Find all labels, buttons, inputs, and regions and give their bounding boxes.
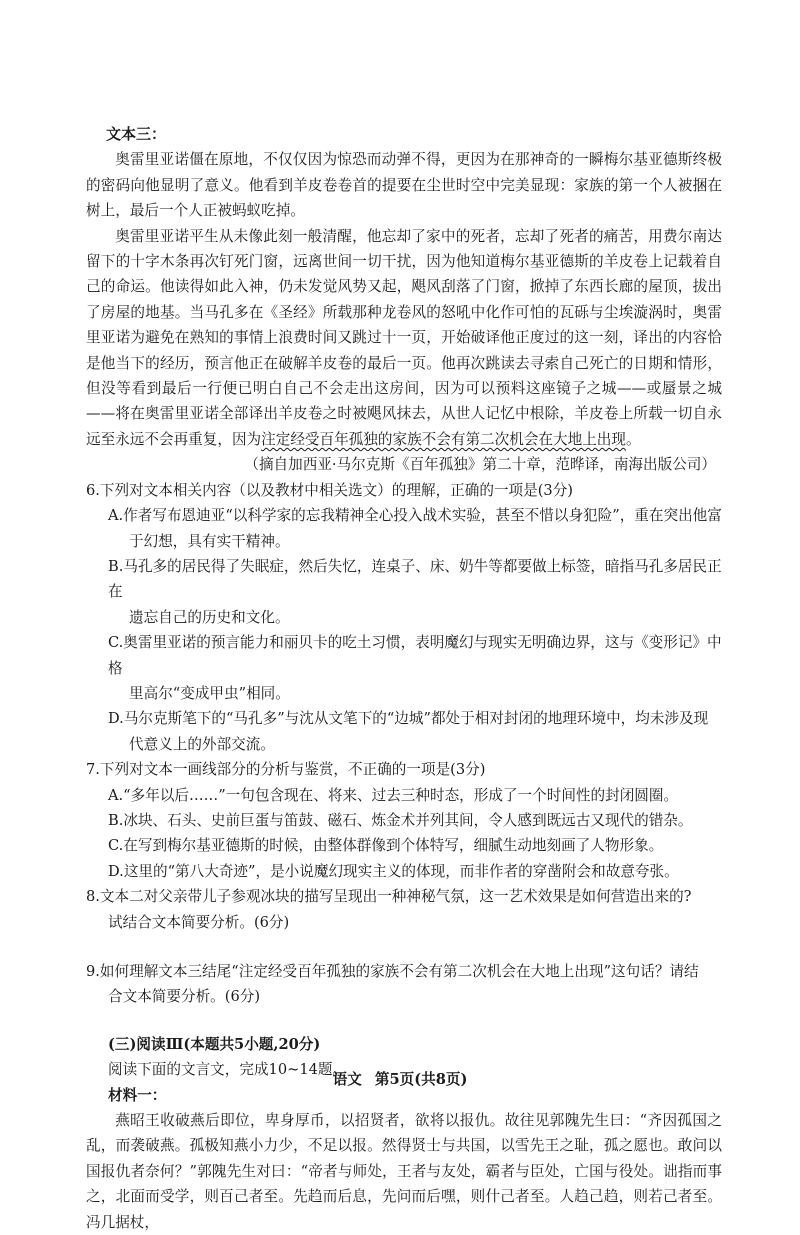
question-6-option-c-line2: 里高尔“变成甲虫”相同。 (129, 684, 290, 702)
material-1-label: 材料一： (108, 1086, 167, 1104)
answer-space-8 (86, 935, 722, 959)
question-7-option-c: C.在写到梅尔基亚德斯的时候，由整体群像到个体特写，细腻生动地刻画了人物形象。 (108, 837, 664, 855)
question-7-stem: 7.下列对文本一画线部分的分析与鉴赏，不正确的一项是(3分) (86, 761, 486, 779)
question-6-option-b-line1: B.马孔多的居民得了失眠症，然后失忆，连桌子、床、奶牛等都要做上标签，暗指马孔多居民正在 (108, 557, 722, 601)
question-7-option-d: D.这里的“第八大奇迹”，是小说魔幻现实主义的体现，而非作者的穿凿附会和故意夸张。 (108, 862, 679, 880)
footer-page-number: 第5页(共8页) (374, 1071, 468, 1088)
question-6-option-d-line2: 代意义上的外部交流。 (129, 735, 275, 753)
text3-heading: 文本三： (106, 125, 167, 143)
question-7-option-b: B.冰块、石头、史前巨蛋与笛鼓、磁石、炼金术并列其间，令人感到既远古又现代的错杂。 (108, 811, 693, 829)
question-6-option-d-line1: D.马尔克斯笔下的“马孔多”与沈从文笔下的“边城”都处于相对封闭的地理环境中，均未涉及现 (108, 710, 709, 728)
answer-space-9 (86, 1010, 722, 1032)
question-8-line1: 8.文本二对父亲带儿子参观冰块的描写呈现出一种神秘气氛，这一艺术效果是如何营造出来的? (86, 888, 692, 906)
question-6-option-a-line1: A.作者写布恩迪亚“以科学家的忘我精神全心投入战术实验，甚至不惜以身犯险”，重在突出他富 (108, 507, 722, 525)
text3-paragraph-2 (86, 224, 722, 453)
classical-chinese-passage: 燕昭王收破燕后即位，卑身厚币，以招贤者，欲将以报仇。故往见郭隗先生曰：“齐因孤国之乱，而袭破燕。孤极知燕小力少，不足以报。然得贤士与共国，以雪先王之耻，孤之愿也。敢问以国报仇者奈何？”郭隗先生对曰：“帝者与师处，王者与友处，霸者与臣处，亡国与役处。诎指而事之，北面而受学，则百己者至。先趋而后息，先问而后嘿，则什己者至。人趋己趋，则若己者至。冯几据杖， (86, 1112, 722, 1231)
question-8-line2: 试结合文本简要分析。(6分) (108, 913, 290, 931)
question-9-line2: 合文本简要分析。(6分) (108, 988, 261, 1006)
question-6-stem: 6.下列对文本相关内容（以及教材中相关选文）的理解，正确的一项是(3分) (86, 481, 574, 499)
section-3-title: (三)阅读Ⅲ(本题共5小题,20分) (108, 1035, 321, 1053)
wavy-underlined-sentence: 注定经受百年孤独的家族不会有第二次机会在大地上出现 (261, 430, 626, 448)
page-footer (0, 1068, 800, 1089)
question-6-option-a-line2: 于幻想，具有实干精神。 (129, 532, 290, 550)
question-7-option-a: A.“多年以后……”一句包含现在、将来、过去三种时态，形成了一个时间性的封闭圆圈。 (108, 786, 679, 804)
text3-paragraph-2-end: 。 (626, 430, 641, 448)
text3-source: （摘自加西亚·马尔克斯《百年孤独》第二十章，范晔译，南海出版公司） (244, 456, 716, 474)
section-3-instruction: 阅读下面的文言文，完成10~14题。 (108, 1061, 348, 1079)
footer-subject: 语文 (332, 1071, 362, 1088)
text3-paragraph-1: 奥雷里亚诺僵在原地，不仅仅因为惊恐而动弹不得，更因为在那神奇的一瞬梅尔基亚德斯终极的密码向他显明了意义。他看到羊皮卷卷首的提要在尘世时空中完美显现：家族的第一个人被捆在树上，最后一个人正被蚂蚁吃掉。 (86, 151, 722, 220)
text3-paragraph-2-body: 奥雷里亚诺平生从未像此刻一般清醒，他忘却了家中的死者，忘却了死者的痛苦，用费尔南达留下的十字木条再次钉死门窗，远离世间一切干扰，因为他知道梅尔基亚德斯的羊皮卷上记载着自己的命运。他读得如此入神，仍未发觉风势又起，飓风刮落了门窗，掀掉了东西长廊的屋顶，拔出了房屋的地基。当马孔多在《圣经》所载那种龙卷风的怒吼中化作可怕的瓦砾与尘埃漩涡时，奥雷里亚诺为避免在熟知的事情上浪费时间又跳过十一页，开始破译他正度过的这一刻，译出的内容恰是他当下的经历，预言他正在破解羊皮卷的最后一页。他再次跳读去寻索自己死亡的日期和情形，但没等看到最后一行便已明白自己不会走出这房间，因为可以预料这座镜子之城——或蜃景之城——将在奥雷里亚诺全部译出羊皮卷之时被飓风抹去，从世人记忆中根除，羊皮卷上所载一切自永远至永远不会再重复，因为 (86, 227, 722, 448)
question-6-option-c-line1: C.奥雷里亚诺的预言能力和丽贝卡的吃土习惯，表明魔幻与现实无明确边界，这与《变形记》中格 (108, 634, 722, 677)
question-9-line1: 9.如何理解文本三结尾“注定经受百年孤独的家族不会有第二次机会在大地上出现”这句话？请结 (86, 963, 699, 980)
question-6-option-b-line2: 遗忘自己的历史和文化。 (129, 608, 290, 626)
